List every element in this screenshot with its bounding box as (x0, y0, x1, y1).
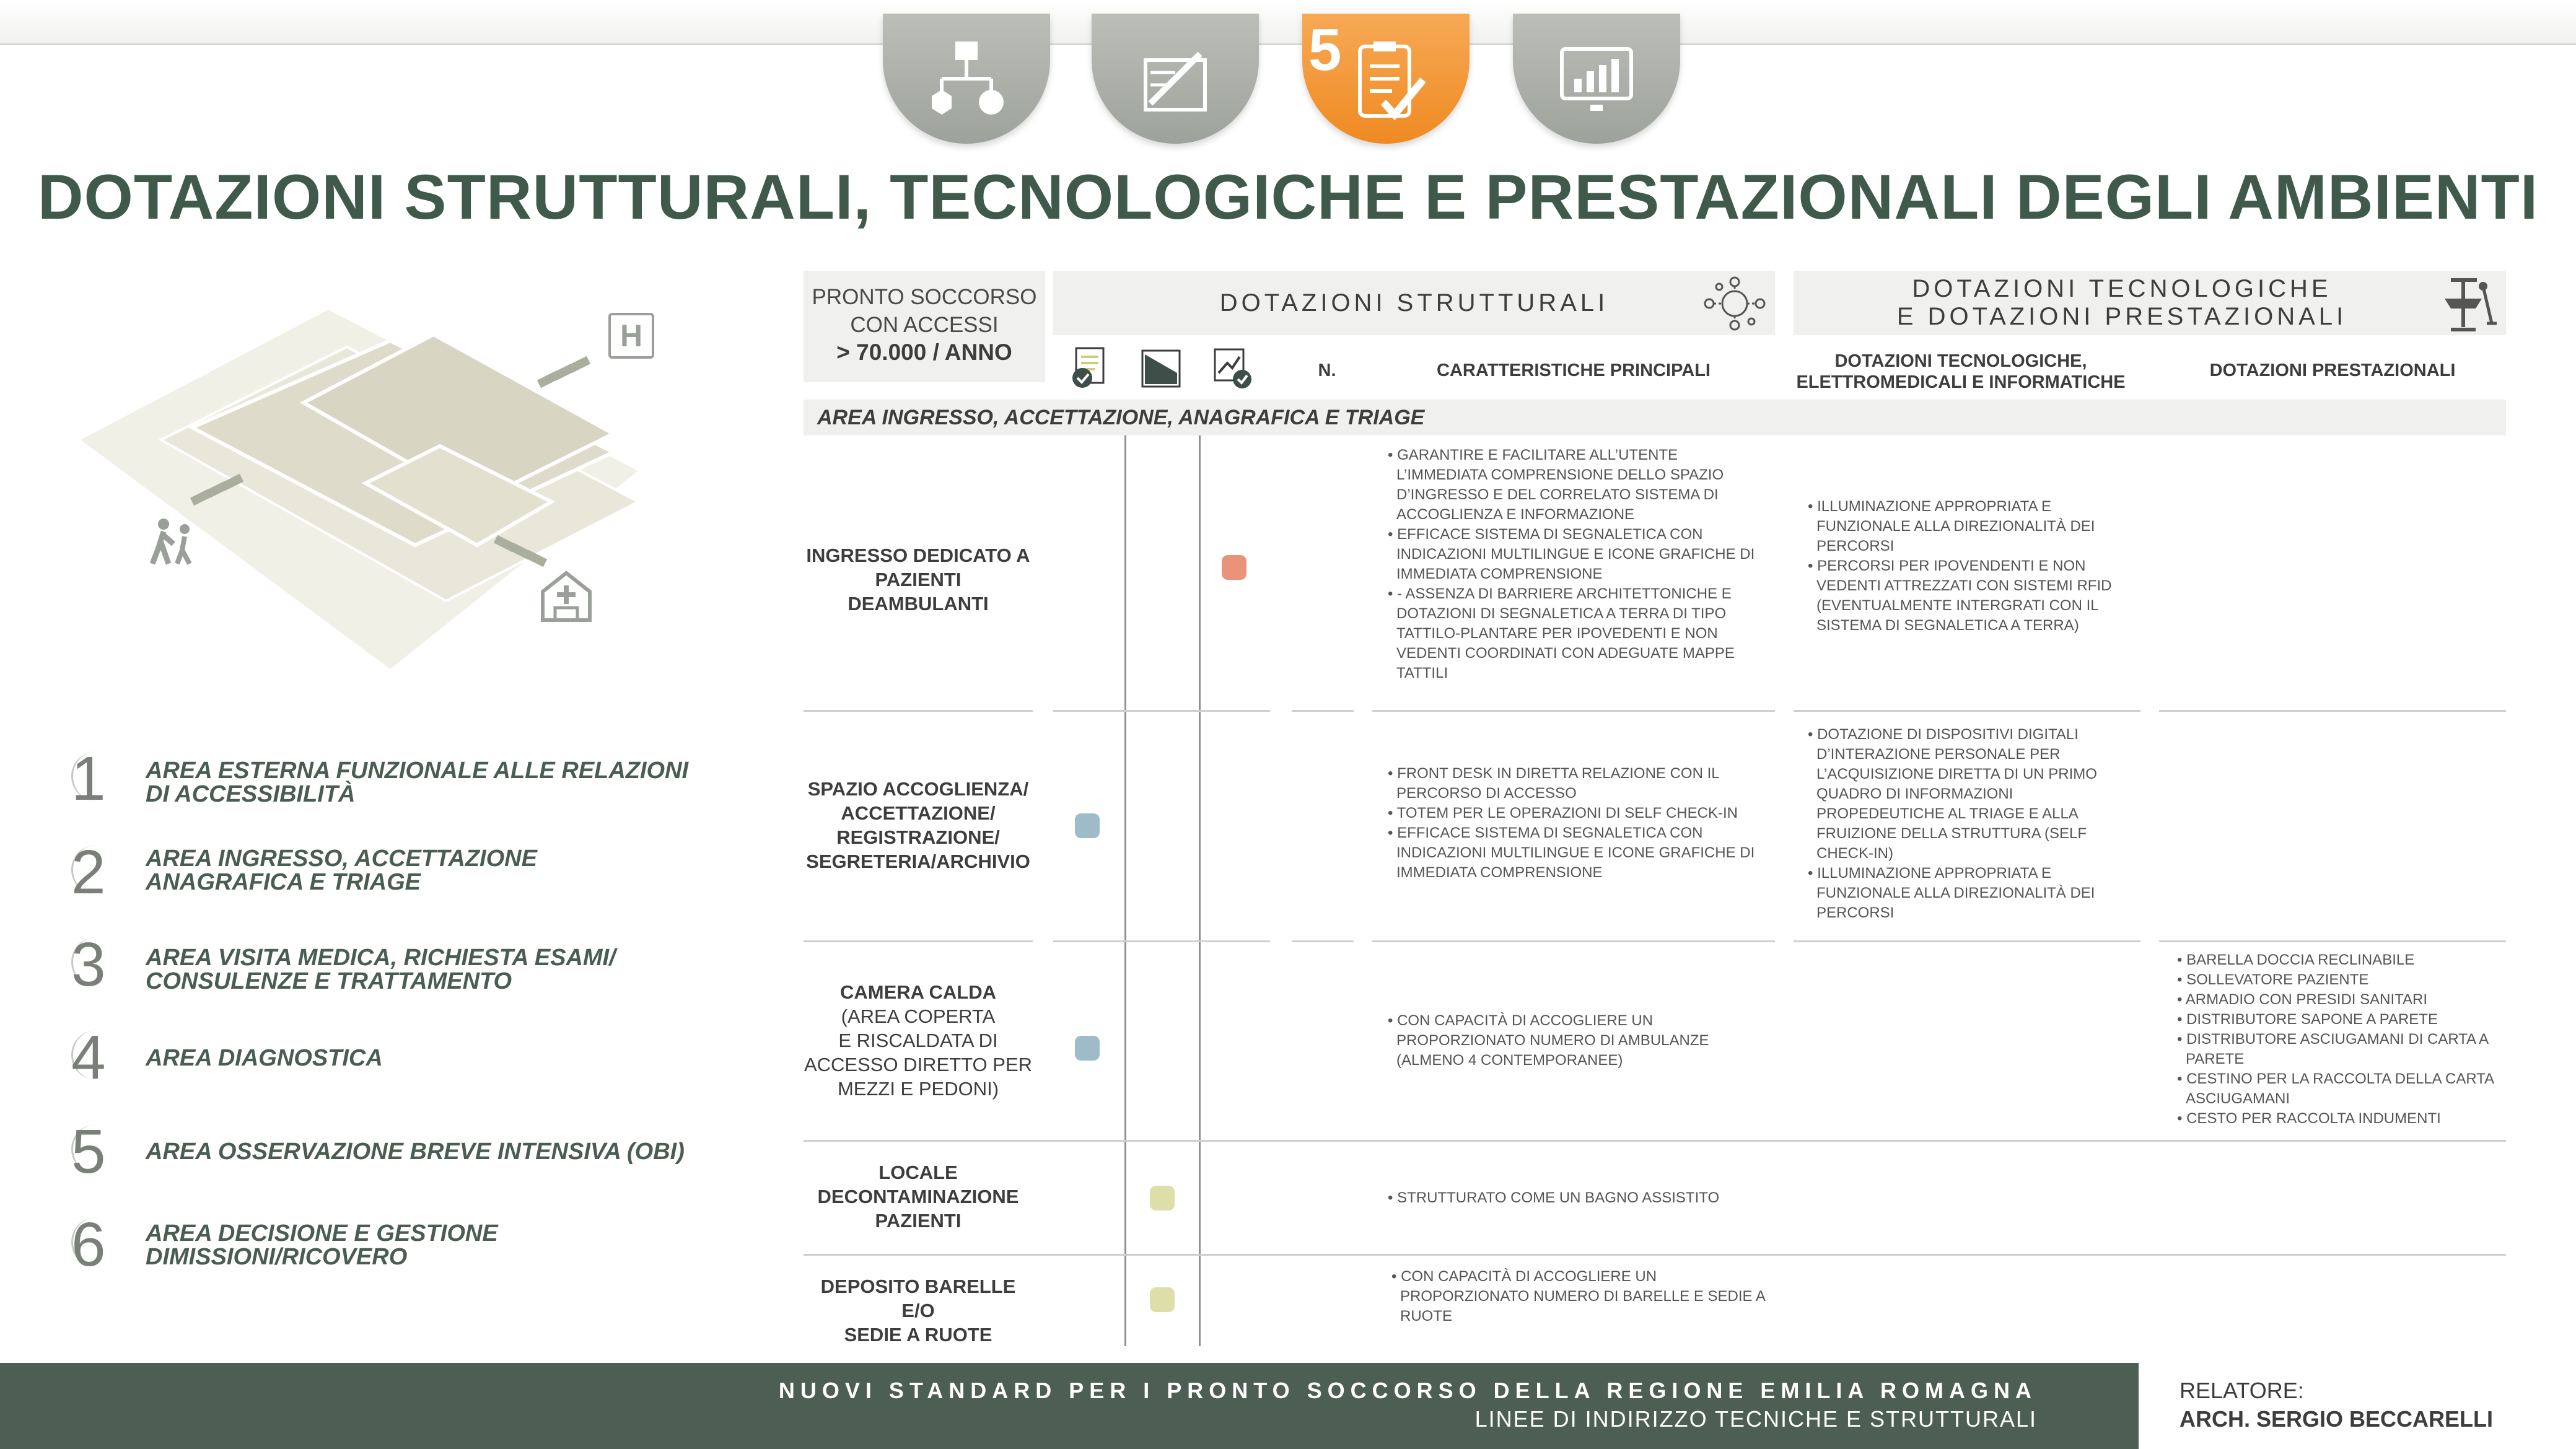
tab-monitoring[interactable] (1513, 14, 1680, 144)
row-separator (1292, 710, 1354, 712)
floor-plan-illustration (68, 297, 675, 681)
group-tech-title-1: DOTAZIONI TECNOLOGICHE (1912, 275, 2332, 302)
area-2-label[interactable]: AREA INGRESSO, ACCETTAZIONE ANAGRAFICA E TRIAGE (146, 846, 537, 895)
row-2-caratteristiche: • FRONT DESK IN DIRETTA RELAZIONE CON IL PERCORSO DI ACCESSO • TOTEM PER LE OPERAZIONI DI SELF CHECK-IN • EFFICACE SISTEMA DI SEGNALETICA CON INDICAZIONI MULTILINGUE E ICONE GRAFICHE DI IMMEDIATA COMPRENSIONE (1387, 764, 1771, 883)
area-4-label[interactable]: AREA DIAGNOSTICA (146, 1045, 383, 1071)
area-3-number: 3 (71, 930, 106, 999)
floor-section-icon (1140, 348, 1183, 389)
row-1-tecno: • ILLUMINAZIONE APPROPRIATA E FUNZIONALE ALLA DIREZIONALITÀ DEI PERCORSI • PERCORSI PER IPOVENDENTI E NON VEDENTI ATTREZZATI CON SISTEMI RFID (EVENTUALMENTE INTERGRATI CON IL SISTEMA DI SEGNALETICA A TERRA) (1807, 497, 2129, 636)
org-chart-icon (923, 35, 1010, 122)
section-bar (804, 400, 2506, 436)
footer-subtitle: LINEE DI INDIRIZZO TECNICHE E STRUTTURALI (1474, 1406, 2037, 1432)
row-separator (1372, 710, 1775, 712)
col-caratteristiche: CARATTERISTICHE PRINCIPALI (1437, 361, 1711, 380)
area-5-number: 5 (71, 1117, 106, 1186)
row-separator (1053, 710, 1270, 712)
tab-design[interactable] (1092, 14, 1259, 144)
row-1-indicator (1222, 555, 1246, 580)
tab-number: 5 (1308, 17, 1342, 83)
footer-title: NUOVI STANDARD PER I PRONTO SOCCORSO DELLA REGIONE EMILIA ROMAGNA (778, 1378, 2037, 1403)
trend-check-icon (1211, 346, 1256, 390)
area-5-label[interactable]: AREA OSSERVAZIONE BREVE INTENSIVA (OBI) (146, 1139, 685, 1165)
pedestrians-icon (146, 518, 202, 565)
col-tecno-1: DOTAZIONI TECNOLOGICHE, (1834, 351, 2087, 371)
row-separator (804, 940, 1033, 942)
checklist-small-icon (1070, 346, 1113, 390)
row-2-label: SPAZIO ACCOGLIENZA/ ACCETTAZIONE/ REGISTRAZIONE/ SEGRETERIA/ARCHIVIO (806, 778, 1030, 872)
ps-line3: > 70.000 / ANNO (836, 339, 1012, 365)
ps-line2: CON ACCESSI (850, 313, 999, 337)
row-separator (1292, 940, 1354, 942)
row-separator (804, 1140, 2506, 1142)
col-n: N. (1318, 361, 1336, 380)
row-3-label: CAMERA CALDA (AREA COPERTA E RISCALDATA DI ACCESSO DIRETTO PER MEZZI E PEDONI) (804, 981, 1033, 1100)
row-5-label: DEPOSITO BARELLE E/O SEDIE A RUOTE (820, 1276, 1016, 1346)
row-separator (804, 1254, 2506, 1256)
row-4-caratteristiche: • STRUTTURATO COME UN BAGNO ASSISTITO (1387, 1188, 1771, 1208)
row-3-prestazionali: • BARELLA DOCCIA RECLINABILE • SOLLEVATORE PAZIENTE • ARMADIO CON PRESIDI SANITARI • DISTRIBUTORE SAPONE A PARETE • DISTRIBUTORE ASCIUGAMANI DI CARTA A PARETE • CESTINO PER LA RACCOLTA DELLA CARTA ASCIUGAMANI • CESTO PER RACCOLTA INDUMENTI (2176, 950, 2498, 1129)
area-2-number: 2 (71, 838, 106, 907)
top-band (0, 0, 2576, 45)
page-title: DOTAZIONI STRUTTURALI, TECNOLOGICHE E PRESTAZIONALI DEGLI AMBIENTI (37, 162, 2539, 232)
row-4-label: LOCALE DECONTAMINAZIONE PAZIENTI (817, 1162, 1019, 1232)
row-separator (2159, 940, 2506, 942)
row-3-caratteristiche: • CON CAPACITÀ DI ACCOGLIERE UN PROPORZIONATO NUMERO DI AMBULANZE (ALMENO 4 CONTEMPORANEE) (1387, 1011, 1771, 1070)
area-1-number: 1 (71, 744, 106, 813)
area-4-number: 4 (71, 1023, 106, 1092)
row-separator (1372, 940, 1775, 942)
row-separator (2159, 710, 2506, 712)
area-6-label[interactable]: AREA DECISIONE E GESTIONE DIMISSIONI/RICOVERO (146, 1220, 498, 1270)
column-divider (1199, 436, 1201, 1346)
tab-checklist[interactable] (1302, 14, 1470, 144)
checklist-icon (1343, 35, 1435, 128)
area-6-number: 6 (71, 1210, 106, 1279)
hospital-badge: H (608, 313, 654, 359)
row-5-caratteristiche: • CON CAPACITÀ DI ACCOGLIERE UN PROPORZIONATO NUMERO DI BARELLE E SEDIE A RUOTE (1390, 1267, 1774, 1326)
group-structural-title: DOTAZIONI STRUTTURALI (1219, 289, 1609, 317)
row-1-label: INGRESSO DEDICATO A PAZIENTI DEAMBULANTI (806, 545, 1030, 615)
row-3-indicator (1075, 1036, 1100, 1061)
area-1-label[interactable]: AREA ESTERNA FUNZIONALE ALLE RELAZIONI DI ACCESSIBILITÀ (146, 758, 689, 807)
row-2-tecno: • DOTAZIONE DI DISPOSITIVI DIGITALI D’INTERAZIONE PERSONALE PER L’ACQUISIZIONE DIRETTA DI UN PRIMO QUADRO DI INFORMAZIONI PROPEDEUTICHE AL TRIAGE E ALLA FRUIZIONE DELLA STRUTTURA (SELF CHECK-IN) • ILLUMINAZIONE APPROPRIATA E FUNZIONALE ALLA DIREZIONALITÀ DEI PERCORSI (1807, 725, 2129, 923)
row-5-indicator (1150, 1287, 1175, 1312)
ps-line1: PRONTO SOCCORSO (812, 285, 1037, 309)
row-4-indicator (1150, 1186, 1175, 1210)
tab-organization[interactable] (883, 14, 1050, 144)
column-divider (1124, 436, 1126, 1346)
row-2-indicator (1075, 813, 1100, 838)
monitor-chart-icon (1553, 35, 1640, 122)
emergency-building-icon (537, 567, 596, 623)
row-separator (1053, 940, 1270, 942)
row-separator (1794, 940, 2140, 942)
row-separator (1794, 710, 2140, 712)
medical-equipment-icon (2442, 274, 2498, 333)
network-icon (1701, 276, 1769, 331)
design-tools-icon (1132, 35, 1219, 122)
col-tecno-2: ELETTROMEDICALI E INFORMATICHE (1796, 372, 2126, 392)
row-separator (804, 710, 1033, 712)
speaker-label: RELATORE: (2180, 1378, 2304, 1403)
row-1-caratteristiche: • GARANTIRE E FACILITARE ALL’UTENTE L’IMMEDIATA COMPRENSIONE DELLO SPAZIO D’INGRESSO E DEL CORRELATO SISTEMA DI ACCOGLIENZA E INFORMAZIONE • EFFICACE SISTEMA DI SEGNALETICA CON INDICAZIONI MULTILINGUE E ICONE GRAFICHE DI IMMEDIATA COMPRENSIONE • - ASSENZA DI BARRIERE ARCHITETTONICHE E DOTAZIONI DI SEGNALETICA A TERRA DI TIPO TATTILO-PLANTARE PER IPOVEDENTI E NON VEDENTI COORDINATI CON ADEGUATE MAPPE TATTILI (1387, 445, 1771, 683)
group-tech-title-2: E DOTAZIONI PRESTAZIONALI (1896, 303, 2347, 330)
section-title: AREA INGRESSO, ACCETTAZIONE, ANAGRAFICA E TRIAGE (817, 406, 1425, 429)
speaker-name: ARCH. SERGIO BECCARELLI (2180, 1406, 2494, 1432)
col-prestazionali: DOTAZIONI PRESTAZIONALI (2209, 361, 2456, 380)
area-3-label[interactable]: AREA VISITA MEDICA, RICHIESTA ESAMI/ CONSULENZE E TRATTAMENTO (146, 945, 616, 994)
